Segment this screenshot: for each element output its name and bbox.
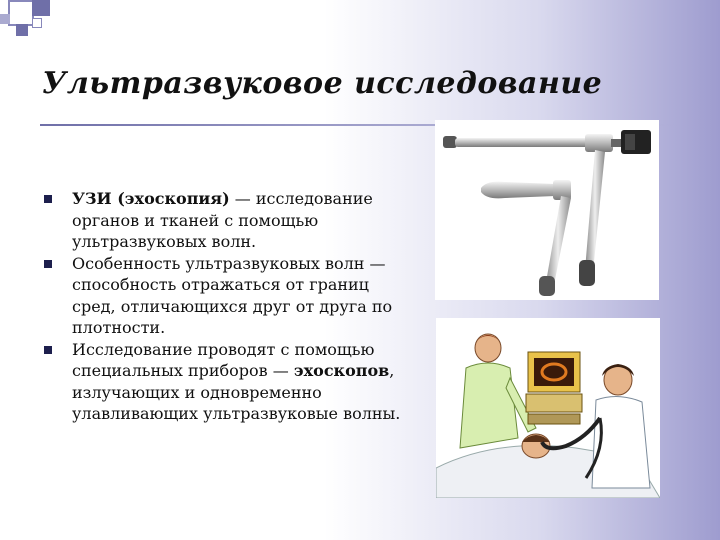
probe-illustration [435,120,659,300]
bullet-item [44,253,414,339]
deco-square [8,0,34,26]
deco-square [0,14,10,24]
term-echoscope: эхоскопов [293,361,390,380]
bullet-item [44,339,414,425]
square-bullet-icon [44,260,52,268]
bullet-text: Особенность ультразвуковых волн — способность отражаться от границ сред, отличающихся друг от друга по плотности. [72,253,393,337]
examination-scene-image [436,318,660,498]
square-bullet-icon [44,346,52,354]
term-uzi: УЗИ (эхоскопия) [72,189,230,208]
bullet-text: , излучающих и одновременно улавливающих ультразвуковые волны. [72,361,401,423]
scene-illustration [436,318,660,498]
ultrasound-probe-image [435,120,659,300]
deco-square [16,24,28,36]
deco-square [32,0,50,16]
square-bullet-icon [44,195,52,203]
bullet-text: Исследование проводят с помощью специальных приборов — [72,339,375,380]
slide-title: Ультразвуковое исследование [42,66,603,101]
bullet-text: — исследование органов и тканей с помощью ультразвуковых волн. [72,189,373,251]
bullet-item [44,188,414,253]
deco-square [32,18,42,28]
bullet-list [44,188,414,425]
